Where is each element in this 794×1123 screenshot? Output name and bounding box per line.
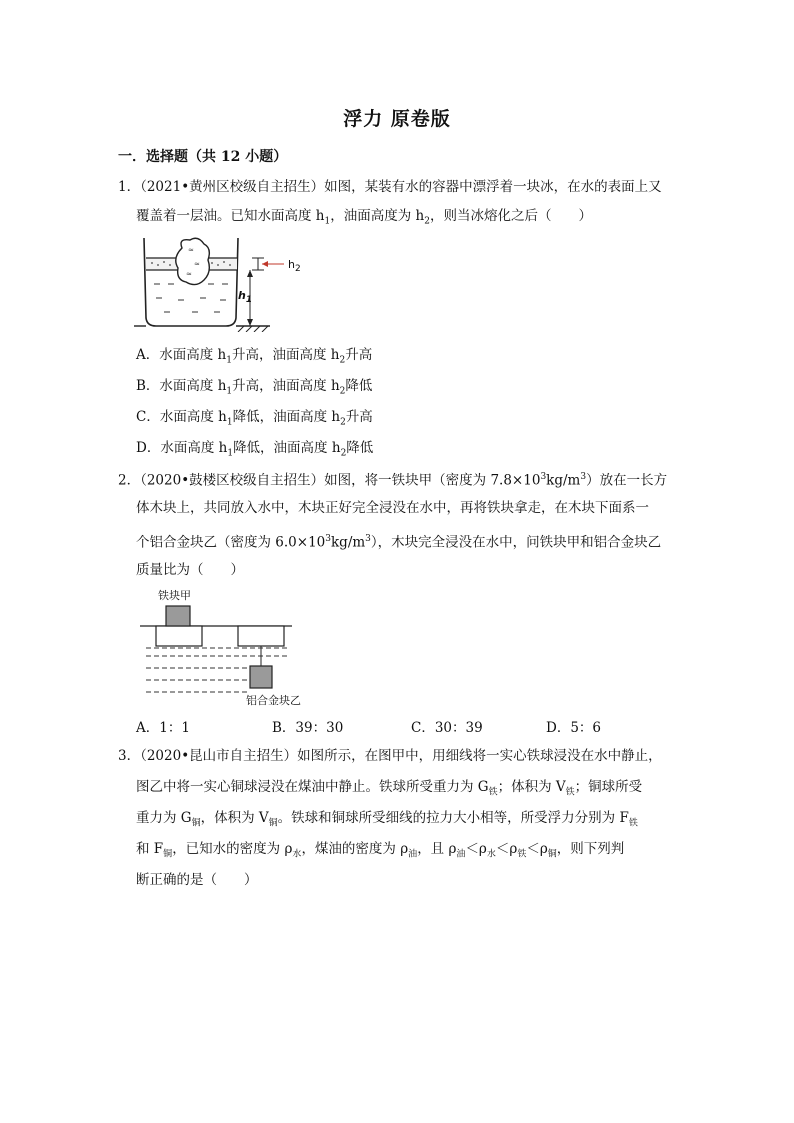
option-text: 5：6	[570, 720, 602, 736]
q2-option-b[interactable]	[272, 716, 343, 736]
q3-text: ，体积为 V	[200, 810, 269, 826]
q3-text: 和 F	[136, 841, 164, 857]
option-letter: B．	[272, 720, 296, 736]
subscript: 油	[408, 849, 418, 860]
q3-text: ＜ρ	[495, 841, 518, 857]
svg-text:≈: ≈	[194, 260, 200, 268]
subscript: 油	[456, 849, 466, 860]
subscript: 水	[292, 849, 302, 860]
q3-line-2	[136, 777, 642, 803]
superscript: 3	[540, 472, 547, 482]
q3-text: ，已知水的密度为 ρ	[172, 841, 293, 857]
q3-text: ＜ρ	[465, 841, 487, 857]
q3-line-4	[136, 839, 624, 865]
q1-option-d[interactable]	[136, 436, 373, 459]
subscript: 铁	[488, 787, 498, 798]
svg-text:≈: ≈	[186, 270, 192, 278]
q3-text: ，则下列判	[556, 841, 625, 857]
q3-text: ，煤油的密度为 ρ	[301, 841, 409, 857]
q2-line-2: 体木块上，共同放入水中，木块正好完全浸没在水中，再将铁块拿走，在木块下面系一	[136, 500, 649, 516]
superscript: 3	[325, 534, 331, 544]
q2-text: 如图，将一铁块甲（密度为 7.8×10	[324, 472, 541, 489]
page-title: 浮力 原卷版	[343, 108, 451, 130]
q3-text: ＜ρ	[526, 841, 548, 857]
q3-text: ；体积为 V	[497, 779, 566, 795]
q2-number: 2．	[118, 472, 141, 489]
q3-text: ，且 ρ	[417, 841, 457, 857]
q1-h2-label	[288, 258, 301, 274]
subscript: 铁	[517, 849, 527, 860]
q1-text: ，油面高度为 h	[330, 208, 425, 224]
option-text: 升高	[345, 347, 373, 363]
q2-iron-label: 铁块甲	[158, 589, 191, 602]
subscript: 铜	[268, 818, 278, 829]
option-text: 水面高度 h	[159, 347, 227, 363]
q1-source: （2021•黄州区校级自主招生）	[140, 179, 325, 195]
option-letter: A．	[136, 720, 160, 736]
option-text: 升高	[345, 409, 373, 425]
subscript: 2	[340, 448, 347, 459]
q2-source: （2020•鼓楼区校级自主招生）	[140, 472, 325, 489]
subscript: 1	[226, 355, 232, 366]
option-text: 1：1	[159, 720, 190, 736]
subscript: 1	[324, 216, 331, 227]
q2-text: kg/m	[546, 472, 581, 489]
q1-text: 如图，某装有水的容器中漂浮着一块冰，在水的表面上又	[324, 179, 662, 195]
q2-wood-block-figure	[140, 604, 300, 704]
q3-source: （2020•昆山市自主招生）	[140, 748, 298, 764]
q1-line-2	[136, 206, 592, 232]
option-text: 降低，油面高度 h	[232, 409, 341, 425]
q1-ice-container-figure	[134, 236, 284, 332]
q1-text: ，则当冰熔化之后（ ）	[429, 208, 592, 224]
superscript: 3	[580, 472, 587, 482]
subscript: 铁	[565, 787, 575, 798]
q3-text: 如图所示，在图甲中，用细线将一实心铁球浸没在水中静止，	[297, 748, 662, 764]
q1-option-a[interactable]	[136, 343, 372, 366]
q3-text: ；铜球所受	[574, 779, 643, 795]
option-letter: A．	[136, 347, 160, 363]
q2-text: ），木块完全浸没在水中，问铁块甲和铝合金块乙	[370, 534, 662, 551]
option-text: 水面高度 h	[160, 440, 228, 456]
option-text: 水面高度 h	[159, 409, 227, 425]
q2-text: ）放在一长方	[586, 472, 668, 489]
label-text: h	[288, 258, 295, 271]
q3-line-3	[136, 808, 638, 834]
subscript: 1	[227, 448, 234, 459]
section-heading: 一．选择题（共 12 小题）	[118, 149, 288, 165]
option-letter: D．	[546, 720, 571, 736]
q1-number: 1．	[118, 179, 141, 195]
subscript: 2	[339, 355, 346, 366]
option-text: 降低	[345, 378, 373, 394]
q2-text: kg/m	[331, 534, 366, 551]
option-text: 升高，油面高度 h	[231, 347, 340, 363]
q3-text: 图乙中将一实心铜球浸没在煤油中静止。铁球所受重力为 G	[136, 779, 489, 795]
q1-line-1	[118, 177, 662, 197]
option-text: 30：39	[434, 720, 483, 736]
option-text: 降低	[346, 440, 374, 456]
q3-number: 3．	[118, 748, 141, 764]
q1-option-c[interactable]	[136, 405, 373, 428]
superscript: 3	[365, 534, 371, 544]
subscript: 2	[294, 264, 301, 275]
option-text: 水面高度 h	[159, 378, 227, 394]
q3-line-1	[118, 746, 662, 766]
subscript: 铁	[628, 818, 638, 829]
q3-text: 。铁球和铜球所受细线的拉力大小相等，所受浮力分别为 F	[277, 810, 629, 826]
q2-option-c[interactable]	[411, 716, 483, 736]
option-text: 降低，油面高度 h	[233, 440, 341, 456]
q1-option-b[interactable]	[136, 374, 372, 397]
option-letter: C．	[411, 720, 435, 736]
subscript: 1	[245, 295, 253, 306]
q2-line-4: 质量比为（ ）	[136, 562, 244, 578]
option-text: 39：30	[295, 720, 344, 736]
subscript: 2	[424, 216, 430, 227]
subscript: 铜	[547, 849, 557, 860]
option-letter: B．	[136, 378, 160, 394]
subscript: 铜	[191, 818, 201, 829]
q1-text: 覆盖着一层油。已知水面高度 h	[136, 208, 325, 224]
label-text: h	[238, 289, 246, 302]
q2-alloy-label: 铝合金块乙	[246, 694, 301, 707]
svg-text:≈: ≈	[188, 246, 194, 254]
q2-line-3	[136, 529, 661, 553]
q2-option-d[interactable]	[546, 716, 601, 736]
q2-text: 个铝合金块乙（密度为 6.0×10	[136, 534, 326, 551]
subscript: 1	[226, 417, 233, 428]
subscript: 2	[339, 386, 346, 397]
q2-option-a[interactable]	[136, 716, 190, 736]
option-letter: D．	[136, 440, 161, 456]
option-letter: C．	[136, 409, 160, 425]
subscript: 铜	[163, 849, 173, 860]
subscript: 1	[226, 386, 233, 397]
q1-h1-label	[238, 289, 252, 305]
subscript: 水	[486, 849, 496, 860]
q3-line-5: 断正确的是（ ）	[136, 872, 258, 888]
q2-line-1	[118, 467, 667, 491]
option-text: 升高，油面高度 h	[232, 378, 340, 394]
q3-text: 重力为 G	[136, 810, 192, 826]
subscript: 2	[340, 417, 346, 428]
